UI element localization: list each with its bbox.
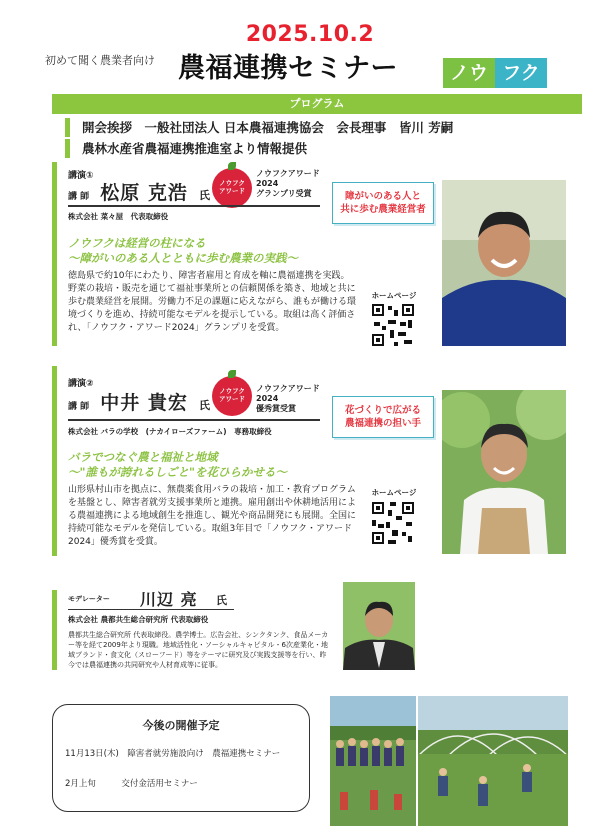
lecture-1-company: 株式会社 菜々屋 代表取締役	[68, 212, 169, 221]
opening-item: 農林水産省農福連携推進室より情報提供	[65, 139, 453, 158]
lecture-2-description: 山形県村山市を拠点に、無農薬食用バラの栽培・加工・教育プログラムを基盤とし、障害者就労支援事業所と連携。雇用創出や休耕地活用による農福連携による地域創生を推進し、観光や商品開発にも展開。全国に持続可能なモデルを発信している。取組3年目で「ノウフク・アワード2024」優秀賞を受賞。	[68, 485, 357, 547]
award-badge: ノウフク アワード	[212, 376, 252, 416]
moderator-description: 農都共生総合研究所 代表取締役。農学博士。広告会社、シンクタンク、食品メーカー等を経て2009年より現職。地域活性化・ソーシャルキャピタル・6次産業化・地域ブランド・食文化（スローフード）等をテーマに研究及び実践支援等を行い、昨今では農福連携の共同研究や人材育成等に従事。	[68, 631, 329, 669]
speaker-title-label: 講 師	[68, 402, 90, 412]
lecture-1-speaker	[68, 178, 210, 205]
moderator-photo	[343, 582, 415, 670]
homepage-label: ホームページ	[371, 291, 417, 300]
event-date: 2025.10.2	[245, 22, 375, 47]
speaker-honorific: 氏	[198, 399, 210, 412]
homepage-label: ホームページ	[371, 488, 417, 497]
field-work-photo	[418, 696, 568, 826]
brand-part-2: フク	[495, 58, 547, 88]
moderator-label: モデレーター	[68, 595, 110, 603]
lecture-1-bar	[52, 162, 57, 346]
opening-list	[65, 118, 453, 160]
lecture-2-bar	[52, 366, 57, 556]
moderator-name: 川辺 亮	[140, 590, 198, 609]
moderator-honorific: 氏	[216, 594, 227, 607]
lecture-2-number: 講演②	[68, 379, 94, 389]
lecture-1-subtitle: ノウフクは経営の柱になる 〜障がいのある人とともに歩む農業の実践〜	[68, 236, 298, 265]
award-badge: ノウフク アワード	[212, 168, 252, 208]
schedule-title: 今後の開催予定	[142, 719, 220, 732]
lecture-2-speaker	[68, 388, 210, 415]
speaker-2-photo	[442, 390, 566, 554]
lecture-1-award: ノウフクアワード 2024 グランプリ受賞	[256, 169, 320, 198]
speaker-name: 松原 克浩	[100, 182, 188, 204]
moderator-bar	[52, 590, 57, 670]
upcoming-schedule-box	[52, 704, 310, 812]
lecture-1-description: 徳島県で約10年にわたり、障害者雇用と育成を軸に農福連携を実践。野菜の栽培・販売を通じて福祉事業所との信頼関係を築き、地域と共に歩む農業経営を展開。労働力不足の課題に応えながら、誰もが働ける環境づくりを進め、持続可能なモデルを提示している。取組は高く評価され、「ノウフク・アワード2024」グランプリを受賞。	[68, 271, 357, 333]
lecture-2-subtitle: バラでつなぐ農と福祉と地域 〜"誰もが誇れるしごと"を花ひらかせる〜	[68, 450, 287, 479]
lecture-1-callout: 障がいのある人と 共に歩む農業経営者	[332, 182, 434, 224]
divider	[68, 205, 320, 207]
speaker-honorific: 氏	[198, 189, 210, 202]
lecture-2-callout: 花づくりで広がる 農福連携の担い手	[332, 396, 434, 438]
program-banner: プログラム	[52, 94, 582, 114]
moderator-company: 株式会社 農都共生総合研究所 代表取締役	[68, 615, 209, 624]
schedule-row: 2月上旬 交付金活用セミナー	[65, 779, 198, 789]
group-photo	[330, 696, 416, 826]
qr-code-icon[interactable]	[370, 302, 416, 352]
divider	[68, 609, 234, 610]
opening-item: 開会挨拶 一般社団法人 日本農福連携協会 会長理事 皆川 芳嗣	[65, 118, 453, 137]
lecture-2-company: 株式会社 バラの学校 (ナカイローズファーム) 専務取締役	[68, 427, 272, 436]
divider	[68, 419, 320, 421]
lecture-2-award: ノウフクアワード 2024 優秀賞受賞	[256, 384, 320, 413]
qr-code-icon[interactable]	[370, 500, 416, 550]
intro-text: 初めて聞く農業者向け	[45, 54, 155, 67]
speaker-name: 中井 貴宏	[100, 392, 188, 414]
lecture-1-number: 講演①	[68, 171, 94, 181]
speaker-1-photo	[442, 180, 566, 346]
brand-part-1: ノウ	[443, 58, 495, 88]
schedule-row: 11月13日(木) 障害者就労施設向け 農福連携セミナー	[65, 749, 281, 759]
page-title: 農福連携セミナー	[178, 53, 398, 84]
speaker-title-label: 講 師	[68, 192, 90, 202]
noufuku-logo	[443, 58, 547, 88]
